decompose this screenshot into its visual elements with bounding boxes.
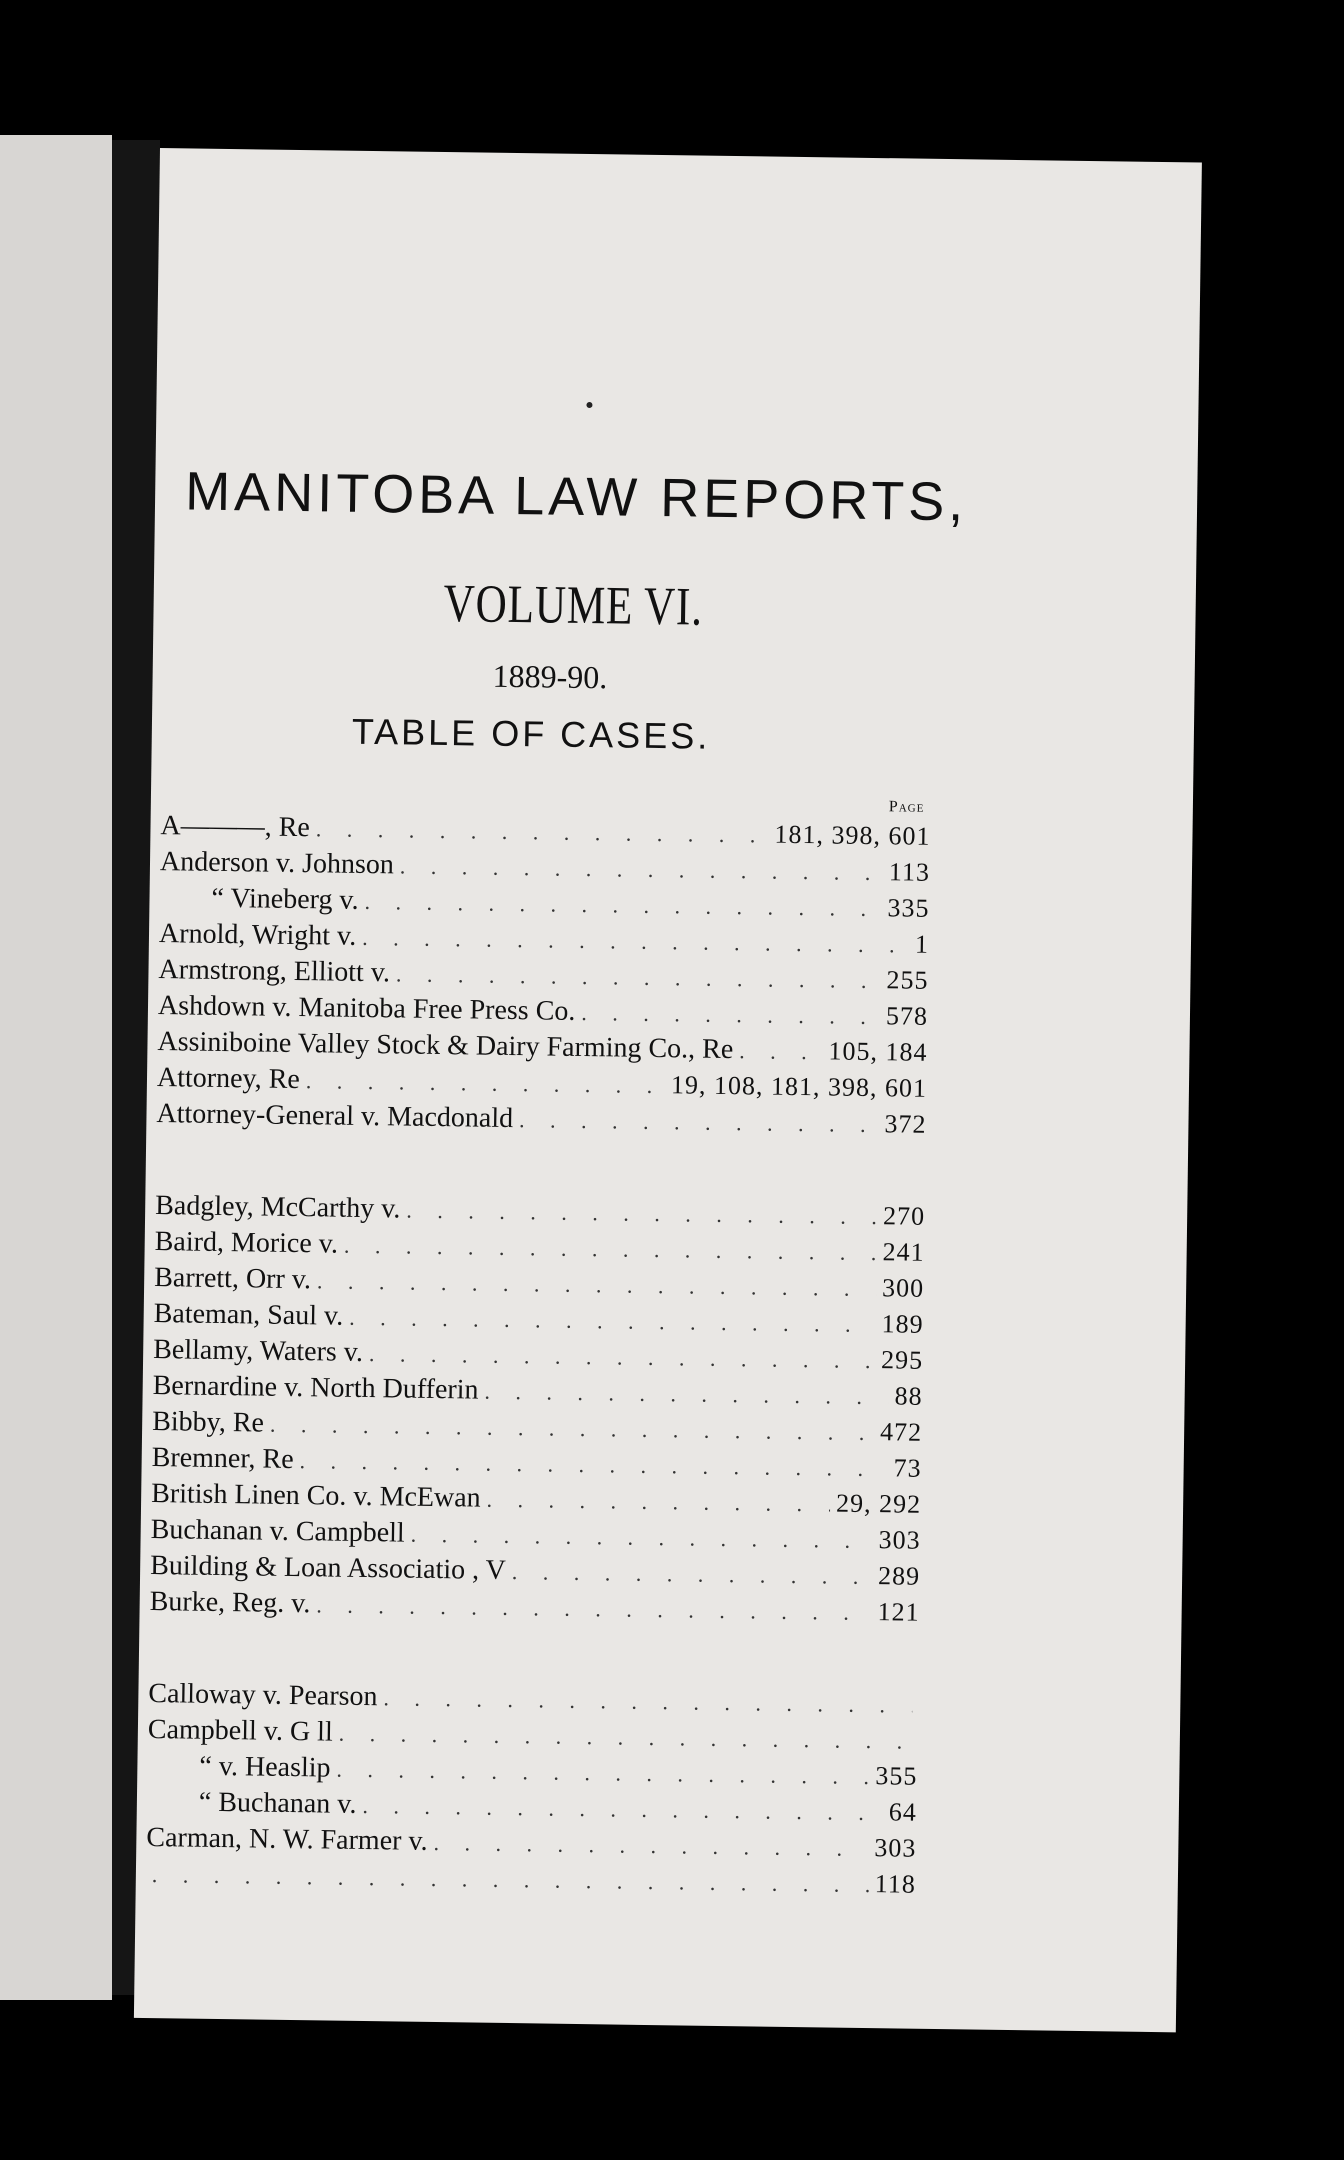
report-title: MANITOBA LAW REPORTS, bbox=[184, 461, 968, 533]
case-pages: 300 bbox=[881, 1273, 925, 1303]
case-pages: 255 bbox=[886, 965, 929, 995]
case-pages: 121 bbox=[877, 1597, 920, 1627]
dot-leader bbox=[512, 1554, 873, 1595]
case-pages: 118 bbox=[874, 1869, 917, 1899]
case-name: “ v. Heaslip bbox=[199, 1750, 331, 1784]
case-pages: 88 bbox=[894, 1381, 923, 1411]
case-group bbox=[149, 1188, 925, 1631]
case-name: Bernardine v. North Dufferin bbox=[152, 1370, 479, 1406]
case-pages: 189 bbox=[881, 1309, 924, 1339]
case-name: Building & Loan Associatio , V bbox=[149, 1550, 507, 1586]
case-name: Attorney-General v. Macdonald bbox=[156, 1098, 514, 1135]
volume-years: 1889-90. bbox=[492, 657, 608, 696]
case-pages: 19, 108, 181, 398, 601 bbox=[670, 1070, 928, 1103]
case-pages: 303 bbox=[874, 1833, 917, 1863]
dot-leader bbox=[316, 1587, 872, 1631]
case-pages: 578 bbox=[885, 1001, 929, 1031]
table-of-cases-heading: TABLE OF CASES. bbox=[351, 710, 711, 757]
case-index bbox=[146, 808, 931, 1903]
book-page bbox=[134, 148, 1202, 2032]
case-name: Arnold, Wright v. bbox=[158, 918, 357, 952]
dot-leader bbox=[484, 1374, 889, 1416]
case-name: Buchanan v. Campbell bbox=[150, 1514, 405, 1549]
ink-speck bbox=[586, 402, 592, 408]
case-name: Bellamy, Waters v. bbox=[153, 1334, 364, 1368]
case-group bbox=[146, 1676, 919, 1903]
dot-leader bbox=[581, 995, 880, 1035]
case-name: A———, Re bbox=[160, 810, 311, 844]
case-name: “ Buchanan v. bbox=[198, 1786, 357, 1820]
case-name: Assiniboine Valley Stock & Dairy Farming Co., Re bbox=[157, 1026, 734, 1066]
case-name: Baird, Morice v. bbox=[154, 1226, 339, 1260]
case-pages: 241 bbox=[882, 1237, 925, 1267]
case-pages: 295 bbox=[880, 1345, 924, 1375]
case-name: Bateman, Saul v. bbox=[153, 1298, 344, 1332]
case-pages: 335 bbox=[887, 893, 930, 923]
case-group bbox=[156, 808, 930, 1143]
case-pages: 1 bbox=[914, 929, 930, 959]
case-pages: 303 bbox=[878, 1525, 921, 1555]
dot-leader bbox=[519, 1102, 879, 1143]
page-column-label: Page bbox=[888, 798, 925, 816]
case-name: Ashdown v. Manitoba Free Press Co. bbox=[157, 990, 576, 1027]
left-page-edge bbox=[0, 135, 112, 2000]
dot-leader bbox=[739, 1033, 823, 1070]
case-pages: 472 bbox=[879, 1417, 923, 1447]
dot-leader bbox=[486, 1482, 830, 1523]
case-name: British Linen Co. v. McEwan bbox=[150, 1478, 481, 1514]
case-pages: 181, 398, 601 bbox=[774, 819, 931, 851]
dot-leader bbox=[433, 1825, 868, 1867]
case-pages: 113 bbox=[888, 857, 931, 887]
case-pages: 73 bbox=[893, 1453, 922, 1483]
case-name: Bremner, Re bbox=[151, 1442, 294, 1475]
case-name: Bibby, Re bbox=[152, 1406, 265, 1439]
case-pages: 29, 292 bbox=[835, 1488, 922, 1519]
case-pages: 105, 184 bbox=[828, 1036, 928, 1067]
case-name: Armstrong, Elliott v. bbox=[158, 954, 391, 989]
case-name: Calloway v. Pearson bbox=[148, 1677, 378, 1713]
volume-number: VOLUME VI. bbox=[443, 573, 704, 637]
case-name: Carman, N. W. Farmer v. bbox=[146, 1821, 428, 1857]
case-name: Burke, Reg. v. bbox=[149, 1585, 311, 1620]
case-name: Badgley, McCarthy v. bbox=[155, 1190, 401, 1225]
case-pages: 270 bbox=[882, 1201, 926, 1231]
case-pages: 372 bbox=[884, 1109, 927, 1139]
case-name: “ Vineberg v. bbox=[211, 882, 359, 916]
case-pages: 289 bbox=[877, 1561, 921, 1591]
case-pages: 355 bbox=[875, 1761, 918, 1791]
case-name: Anderson v. Johnson bbox=[159, 846, 395, 881]
case-name: Attorney, Re bbox=[156, 1062, 301, 1096]
case-name: Barrett, Orr v. bbox=[154, 1262, 312, 1296]
case-name: Campbell v. G ll bbox=[147, 1713, 333, 1748]
case-pages: 64 bbox=[888, 1797, 918, 1827]
